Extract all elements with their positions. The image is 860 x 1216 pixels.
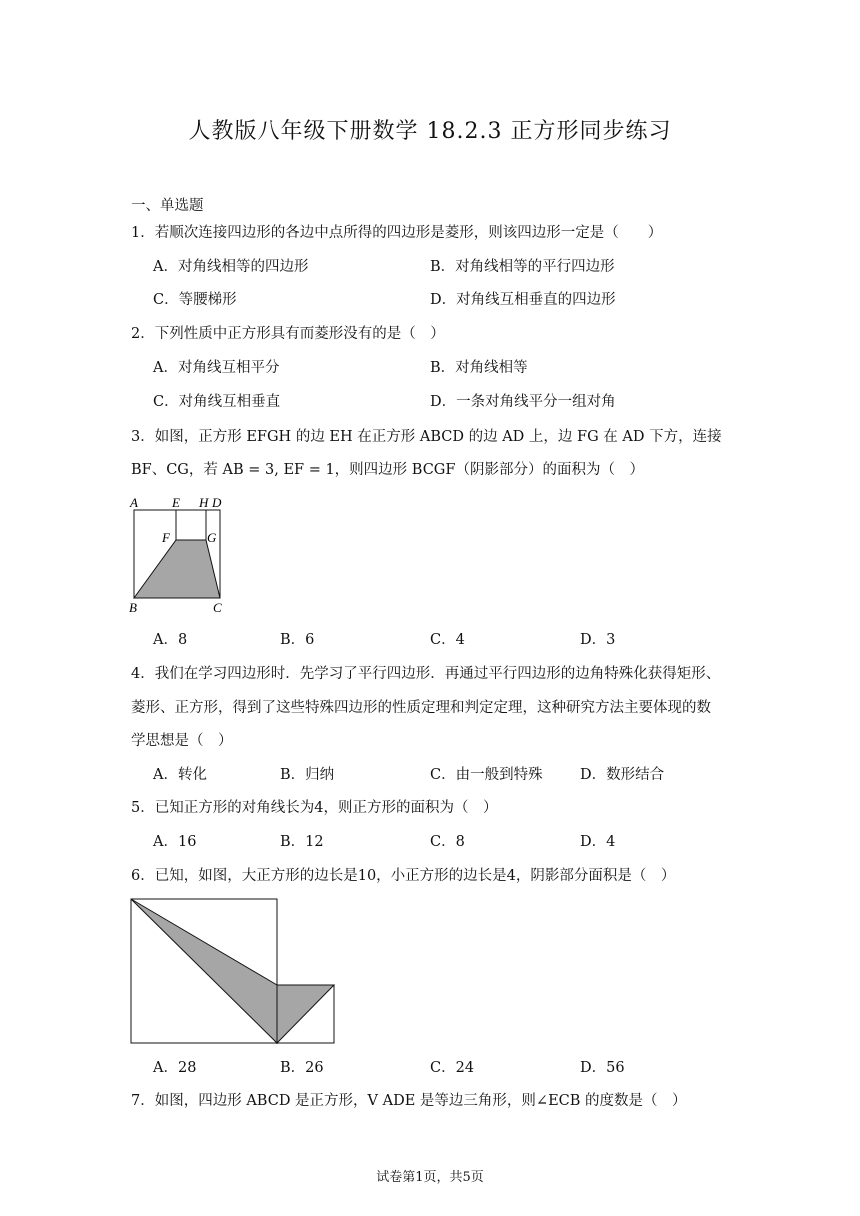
q3-option-b: B．6 <box>280 632 315 648</box>
q4-stem-line1: 4．我们在学习四边形时．先学习了平行四边形．再通过平行四边形的边角特殊化获得矩形、 <box>131 666 721 682</box>
q2-option-d: D．一条对角线平分一组对角 <box>430 394 616 410</box>
q1-option-a: A．对角线相等的四边形 <box>153 259 309 275</box>
q6-option-b: B．26 <box>280 1060 324 1076</box>
q3-label-b: B <box>129 600 137 615</box>
q2-stem: 2．下列性质中正方形具有而菱形没有的是（ ） <box>131 326 445 342</box>
q1-stem: 1．若顺次连接四边形的各边中点所得的四边形是菱形，则该四边形一定是（ ） <box>131 225 663 241</box>
q6-option-c: C．24 <box>430 1060 475 1076</box>
q5-option-b: B．12 <box>280 834 324 850</box>
q3-option-d: D．3 <box>580 632 616 648</box>
q6-figure <box>128 896 338 1046</box>
q1-option-c: C．等腰梯形 <box>153 292 237 308</box>
q3-stem-line1: 3．如图，正方形 EFGH 的边 EH 在正方形 ABCD 的边 AD 上，边 FG 在 AD 下方，连接 <box>131 429 722 445</box>
q5-option-d: D．4 <box>580 834 616 850</box>
q4-option-c: C．由一般到特殊 <box>430 767 543 783</box>
section-heading: 一、单选题 <box>131 198 204 214</box>
q1-option-d: D．对角线互相垂直的四边形 <box>430 292 616 308</box>
q4-stem-line2: 菱形、正方形，得到了这些特殊四边形的性质定理和判定定理，这种研究方法主要体现的数 <box>131 700 711 716</box>
page-footer: 试卷第1页，共5页 <box>376 1170 484 1185</box>
q3-label-e: E <box>172 495 180 510</box>
q3-label-f: F <box>162 530 170 545</box>
q3-label-h: H <box>199 495 209 510</box>
q3-option-c: C．4 <box>430 632 465 648</box>
q4-option-b: B．归纳 <box>280 767 335 783</box>
q4-option-d: D．数形结合 <box>580 767 665 783</box>
q5-option-a: A．16 <box>153 834 197 850</box>
q5-option-c: C．8 <box>430 834 465 850</box>
q5-stem: 5．已知正方形的对角线长为4，则正方形的面积为（ ） <box>131 800 498 816</box>
q2-option-b: B．对角线相等 <box>430 360 528 376</box>
page-title: 人教版八年级下册数学 18.2.3 正方形同步练习 <box>188 119 672 144</box>
q6-shaded-large-triangle <box>131 899 277 1043</box>
q6-option-a: A．28 <box>153 1060 197 1076</box>
q6-shaded-small-triangle <box>277 985 334 1043</box>
q3-label-g: G <box>207 530 217 545</box>
q7-stem: 7．如图，四边形 ABCD 是正方形，V ADE 是等边三角形，则∠ECB 的度数是（ ） <box>131 1093 687 1109</box>
q3-option-a: A．8 <box>153 632 188 648</box>
q3-stem-line2: BF、CG，若 AB = 3, EF = 1，则四边形 BCGF（阴影部分）的面积为（ ） <box>131 462 644 478</box>
q4-stem-line3: 学思想是（ ） <box>131 733 233 749</box>
q3-shaded-quad-bcgf <box>134 540 220 598</box>
q3-figure <box>126 494 230 616</box>
q3-label-d: D <box>212 495 222 510</box>
q1-option-b: B．对角线相等的平行四边形 <box>430 259 615 275</box>
q3-square-efgh <box>176 510 206 540</box>
q6-stem: 6．已知，如图，大正方形的边长是10，小正方形的边长是4，阴影部分面积是（ ） <box>131 868 676 884</box>
q6-option-d: D．56 <box>580 1060 625 1076</box>
q2-option-a: A．对角线互相平分 <box>153 360 280 376</box>
q2-option-c: C．对角线互相垂直 <box>153 394 281 410</box>
q3-label-c: C <box>213 600 222 615</box>
q3-label-a: A <box>130 495 138 510</box>
q4-option-a: A．转化 <box>153 767 207 783</box>
